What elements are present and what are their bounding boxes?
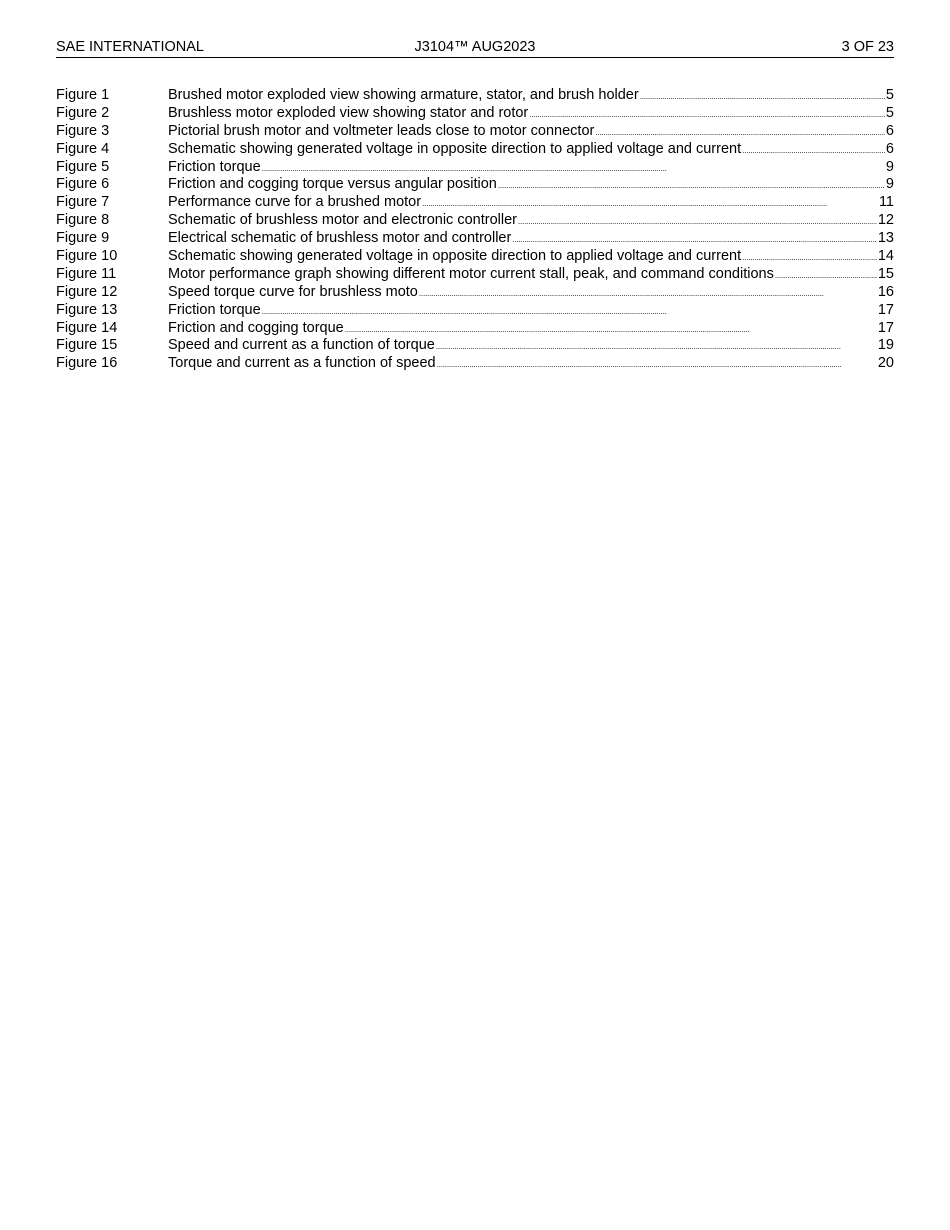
figure-entry-8[interactable] xyxy=(56,212,894,230)
figure-page: 17 xyxy=(877,319,894,336)
figure-page: 11 xyxy=(878,194,894,211)
dot-leader xyxy=(498,176,885,195)
figure-title: Speed torque curve for brushless moto xyxy=(168,283,418,300)
figure-page: 12 xyxy=(877,212,894,229)
dot-leader xyxy=(262,302,877,321)
dot-leader xyxy=(775,266,877,285)
figure-page: 15 xyxy=(877,265,894,282)
figure-page: 5 xyxy=(885,87,894,103)
figure-title: Motor performance graph showing different motor current stall, peak, and command conditions xyxy=(168,265,774,282)
figure-label: Figure 15 xyxy=(56,337,118,354)
figure-entry-9[interactable] xyxy=(56,230,894,248)
figure-entry-12[interactable] xyxy=(56,284,894,302)
figure-title: Schematic showing generated voltage in opposite direction to applied voltage and current xyxy=(168,248,742,265)
figure-entry-2[interactable] xyxy=(56,105,894,123)
dot-leader xyxy=(512,230,877,249)
figure-page: 9 xyxy=(885,158,894,175)
figure-title: Friction and cogging torque xyxy=(168,319,344,336)
header-organization: SAE INTERNATIONAL xyxy=(56,39,204,55)
figure-title: Brushless motor exploded view showing stator and rotor xyxy=(168,104,529,121)
figure-label: Figure 11 xyxy=(56,265,117,282)
figure-label: Figure 9 xyxy=(56,230,110,247)
figure-title: Schematic of brushless motor and electronic controller xyxy=(168,212,517,229)
figure-title: Schematic showing generated voltage in opposite direction to applied voltage and current xyxy=(168,140,742,157)
figure-entry-7[interactable] xyxy=(56,194,894,212)
figure-label: Figure 8 xyxy=(56,212,110,229)
dot-leader xyxy=(262,159,885,178)
dot-leader xyxy=(422,194,878,213)
header-document-id: J3104™ AUG2023 xyxy=(414,39,536,55)
dot-leader xyxy=(437,355,877,374)
figure-title: Electrical schematic of brushless motor and controller xyxy=(168,230,512,247)
figure-title: Friction torque xyxy=(168,158,261,175)
dot-leader xyxy=(742,248,877,267)
figure-entry-4[interactable] xyxy=(56,141,894,159)
figure-title: Performance curve for a brushed motor xyxy=(168,194,422,211)
figure-title: Speed and current as a function of torque xyxy=(168,337,435,354)
figure-page: 17 xyxy=(877,301,894,318)
figure-page: 13 xyxy=(877,230,894,247)
figure-label: Figure 12 xyxy=(56,283,118,300)
figure-title: Torque and current as a function of speed xyxy=(168,355,436,372)
dot-leader xyxy=(595,123,885,142)
figure-title: Friction and cogging torque versus angular position xyxy=(168,176,497,193)
dot-leader xyxy=(742,141,885,160)
figure-entry-5[interactable] xyxy=(56,159,894,177)
figure-title: Friction torque xyxy=(168,301,261,318)
page-header xyxy=(56,37,894,58)
figure-label: Figure 14 xyxy=(56,319,118,336)
figure-label: Figure 5 xyxy=(56,158,110,175)
figure-page: 19 xyxy=(877,337,894,354)
figure-page: 14 xyxy=(877,248,894,265)
figure-label: Figure 1 xyxy=(56,87,110,103)
dot-leader xyxy=(529,105,885,124)
dot-leader xyxy=(436,337,877,356)
figure-title: Brushed motor exploded view showing armature, stator, and brush holder xyxy=(168,87,639,103)
figure-label: Figure 4 xyxy=(56,140,110,157)
figure-page: 20 xyxy=(877,355,894,372)
figure-page: 5 xyxy=(885,104,894,121)
figure-label: Figure 16 xyxy=(56,355,118,372)
figure-label: Figure 6 xyxy=(56,176,110,193)
figure-entry-16[interactable] xyxy=(56,355,894,373)
figure-entry-11[interactable] xyxy=(56,266,894,284)
dot-leader xyxy=(518,212,877,231)
figure-entry-6[interactable] xyxy=(56,176,894,194)
dot-leader xyxy=(640,87,885,106)
figure-page: 6 xyxy=(885,140,894,157)
figure-label: Figure 7 xyxy=(56,194,110,211)
figure-page: 16 xyxy=(877,283,894,300)
figure-entry-3[interactable] xyxy=(56,123,894,141)
figure-entry-13[interactable] xyxy=(56,302,894,320)
figure-page: 6 xyxy=(885,122,894,139)
figure-label: Figure 10 xyxy=(56,248,118,265)
figure-label: Figure 2 xyxy=(56,104,110,121)
figure-label: Figure 13 xyxy=(56,301,118,318)
figure-entry-1[interactable] xyxy=(56,87,894,105)
figure-entry-15[interactable] xyxy=(56,337,894,355)
figure-entry-10[interactable] xyxy=(56,248,894,266)
figure-entry-14[interactable] xyxy=(56,320,894,338)
dot-leader xyxy=(345,320,877,339)
figure-label: Figure 3 xyxy=(56,122,110,139)
figure-page: 9 xyxy=(885,176,894,193)
figure-title: Pictorial brush motor and voltmeter leads close to motor connector xyxy=(168,122,595,139)
dot-leader xyxy=(419,284,877,303)
header-page-number: 3 OF 23 xyxy=(841,39,894,55)
list-of-figures xyxy=(56,87,894,373)
